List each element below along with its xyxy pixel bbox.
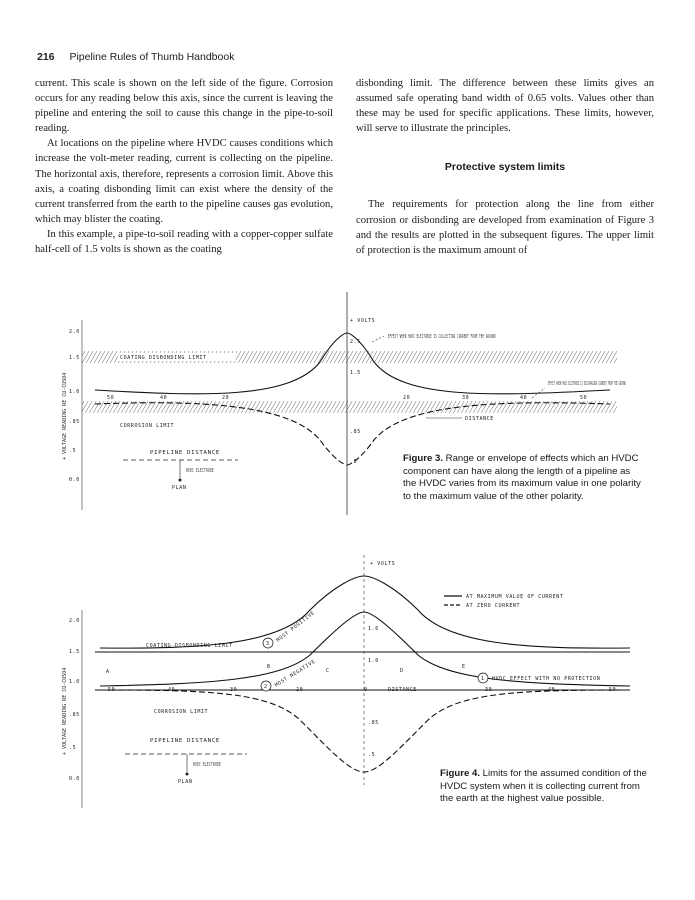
paragraph: disbonding limit. The difference between these limits gives an assumed safe operating band width of 0.65 volts. Values other than these may be used for specific applications. These limits, however, will serve to illustrate the principles.	[356, 78, 654, 135]
center-value: 2.5	[350, 339, 361, 345]
figure-4-caption	[440, 768, 650, 806]
point-letter: C	[326, 668, 330, 674]
paragraph: In this example, a pipe-to-soil reading with a copper-copper sulfate half-cell of 1.5 volts is shown as the coating	[35, 228, 333, 256]
y-tick: .85	[69, 712, 80, 718]
distance-label: DISTANCE	[388, 687, 417, 693]
point-letter: A	[106, 669, 110, 675]
curve-1-no-protection	[100, 690, 630, 772]
plan-label: PLAN	[178, 779, 193, 785]
corrosion-limit-label: CORROSION LIMIT	[120, 423, 175, 429]
volts-label: + VOLTS	[350, 318, 376, 324]
curve-2-label: MOST NEGATIVE	[273, 658, 317, 689]
y-tick: 0.0	[69, 477, 80, 483]
coating-limit-label: COATING DISBONDING LIMIT	[120, 355, 207, 361]
distance-tick: 20	[296, 687, 304, 693]
curve-2-most-negative	[100, 609, 630, 686]
point-letter: B	[267, 664, 271, 670]
curve-number: 1	[481, 676, 485, 682]
page-header	[37, 51, 234, 63]
center-value: .5	[368, 752, 376, 758]
corrosion-limit-label: CORROSION LIMIT	[154, 709, 209, 715]
right-column	[356, 76, 654, 258]
paragraph: The requirements for protection along the line from either corrosion or disbonding are developed from examination of Figure 3 and the results are plotted in the subsequent figures. The upper limit of protection is the maximum amount of	[356, 199, 654, 256]
center-value: .85	[350, 429, 361, 435]
center-value: .5	[350, 459, 358, 465]
caption-label: Figure 4.	[440, 768, 480, 779]
distance-label: DISTANCE	[465, 416, 494, 422]
effect-collecting-label: EFFECT WHEN HVDC ELECTRODE IS COLLECTING CURRENT FROM THE GROUND	[388, 334, 496, 340]
distance-tick: 50	[107, 395, 115, 401]
hvdc-electrode-label: HVDC ELECTRODE	[186, 468, 214, 474]
center-value: 0	[364, 687, 368, 693]
electrode-marker	[186, 773, 189, 776]
y-tick: 1.5	[69, 355, 80, 361]
center-value: 1.5	[350, 370, 361, 376]
y-tick: 1.0	[69, 389, 80, 395]
distance-tick: 20	[222, 395, 230, 401]
y-tick: 0.0	[69, 776, 80, 782]
section-heading: Protective system limits	[444, 161, 566, 174]
distance-tick: 40	[520, 395, 528, 401]
running-title: Pipeline Rules of Thumb Handbook	[69, 51, 235, 63]
y-tick: 1.5	[69, 649, 80, 655]
distance-tick: 30	[462, 395, 470, 401]
paragraph: At locations on the pipeline where HVDC causes conditions which increase the volt-meter reading, current is collecting on the pipeline. The horizontal axis, therefore, represents a corrosion limit. Above this axis, a coating disbonding limit can exist where the density of the current transferred from the earth to the pipeline causes gas evolution, which may blister the coating.	[35, 138, 333, 225]
legend-max: AT MAXIMUM VALUE OF CURRENT	[466, 594, 564, 600]
y-tick: .5	[69, 745, 77, 751]
caption-text: Range or envelope of effects which an HVDC component can have along the length of a pipeline as the HVDC varies from its maximum value in one polarity to the maximum value of the other polarity.	[403, 453, 641, 502]
y-tick: 2.0	[69, 618, 80, 624]
caption-label: Figure 3.	[403, 453, 443, 464]
left-column	[35, 76, 333, 257]
y-axis-title: + VOLTAGE READING RE CU-CUSO4	[62, 667, 68, 755]
hvdc-electrode-label: HVDC ELECTRODE	[193, 762, 221, 768]
y-tick: 2.0	[69, 329, 80, 335]
y-tick: .5	[69, 448, 77, 454]
center-value: .85	[368, 720, 379, 726]
distance-tick: 40	[168, 687, 176, 693]
y-tick: 1.0	[69, 679, 80, 685]
electrode-marker	[179, 479, 182, 482]
pipeline-distance-label: PIPELINE DISTANCE	[150, 738, 220, 744]
figure-3-caption	[403, 453, 643, 503]
paragraph: current. This scale is shown on the left side of the figure. Corrosion occurs for any reading below this axis, since the current is leaving the pipeline and entering the soil to cause this change in the pipe-to-soil reading.	[35, 78, 333, 135]
plan-label: PLAN	[172, 485, 187, 491]
pipeline-distance-label: PIPELINE DISTANCE	[150, 450, 220, 456]
distance-tick: 30	[230, 687, 238, 693]
curve-1-label: HVDC EFFECT WITH NO PROTECTION	[492, 676, 601, 682]
y-tick: .85	[69, 419, 80, 425]
distance-tick: 50	[580, 395, 588, 401]
coating-limit-label: COATING DISBONDING LIMIT	[146, 643, 233, 649]
point-letter: E	[462, 664, 466, 670]
center-value: 1.0	[368, 658, 379, 664]
curve-3-label: MOST POSITIVE	[275, 609, 317, 644]
center-value: 1.6	[368, 626, 379, 632]
volts-label: + VOLTS	[370, 561, 396, 567]
distance-tick: 50	[108, 687, 116, 693]
distance-tick: 50	[609, 687, 617, 693]
page-number: 216	[37, 51, 55, 63]
distance-tick: 40	[548, 687, 556, 693]
leader-line	[372, 336, 384, 342]
distance-tick: 20	[403, 395, 411, 401]
effect-discharging-label: EFFECT WHEN HVDC ELECTRODE IS DISCHARGING CURRENT FROM THE GROUND	[548, 381, 626, 387]
caption-text: Limits for the assumed condition of the HVDC system when it is collecting current from the earth at the highest value possible.	[440, 768, 647, 805]
curve-number: 3	[266, 641, 270, 647]
curve-number: 2	[264, 684, 268, 690]
distance-tick: 30	[485, 687, 493, 693]
point-letter: D	[400, 668, 404, 674]
distance-tick: 40	[160, 395, 168, 401]
y-axis-title: + VOLTAGE READING RE CU-CUSO4	[62, 372, 68, 460]
legend-zero: AT ZERO CURRENT	[466, 603, 521, 609]
